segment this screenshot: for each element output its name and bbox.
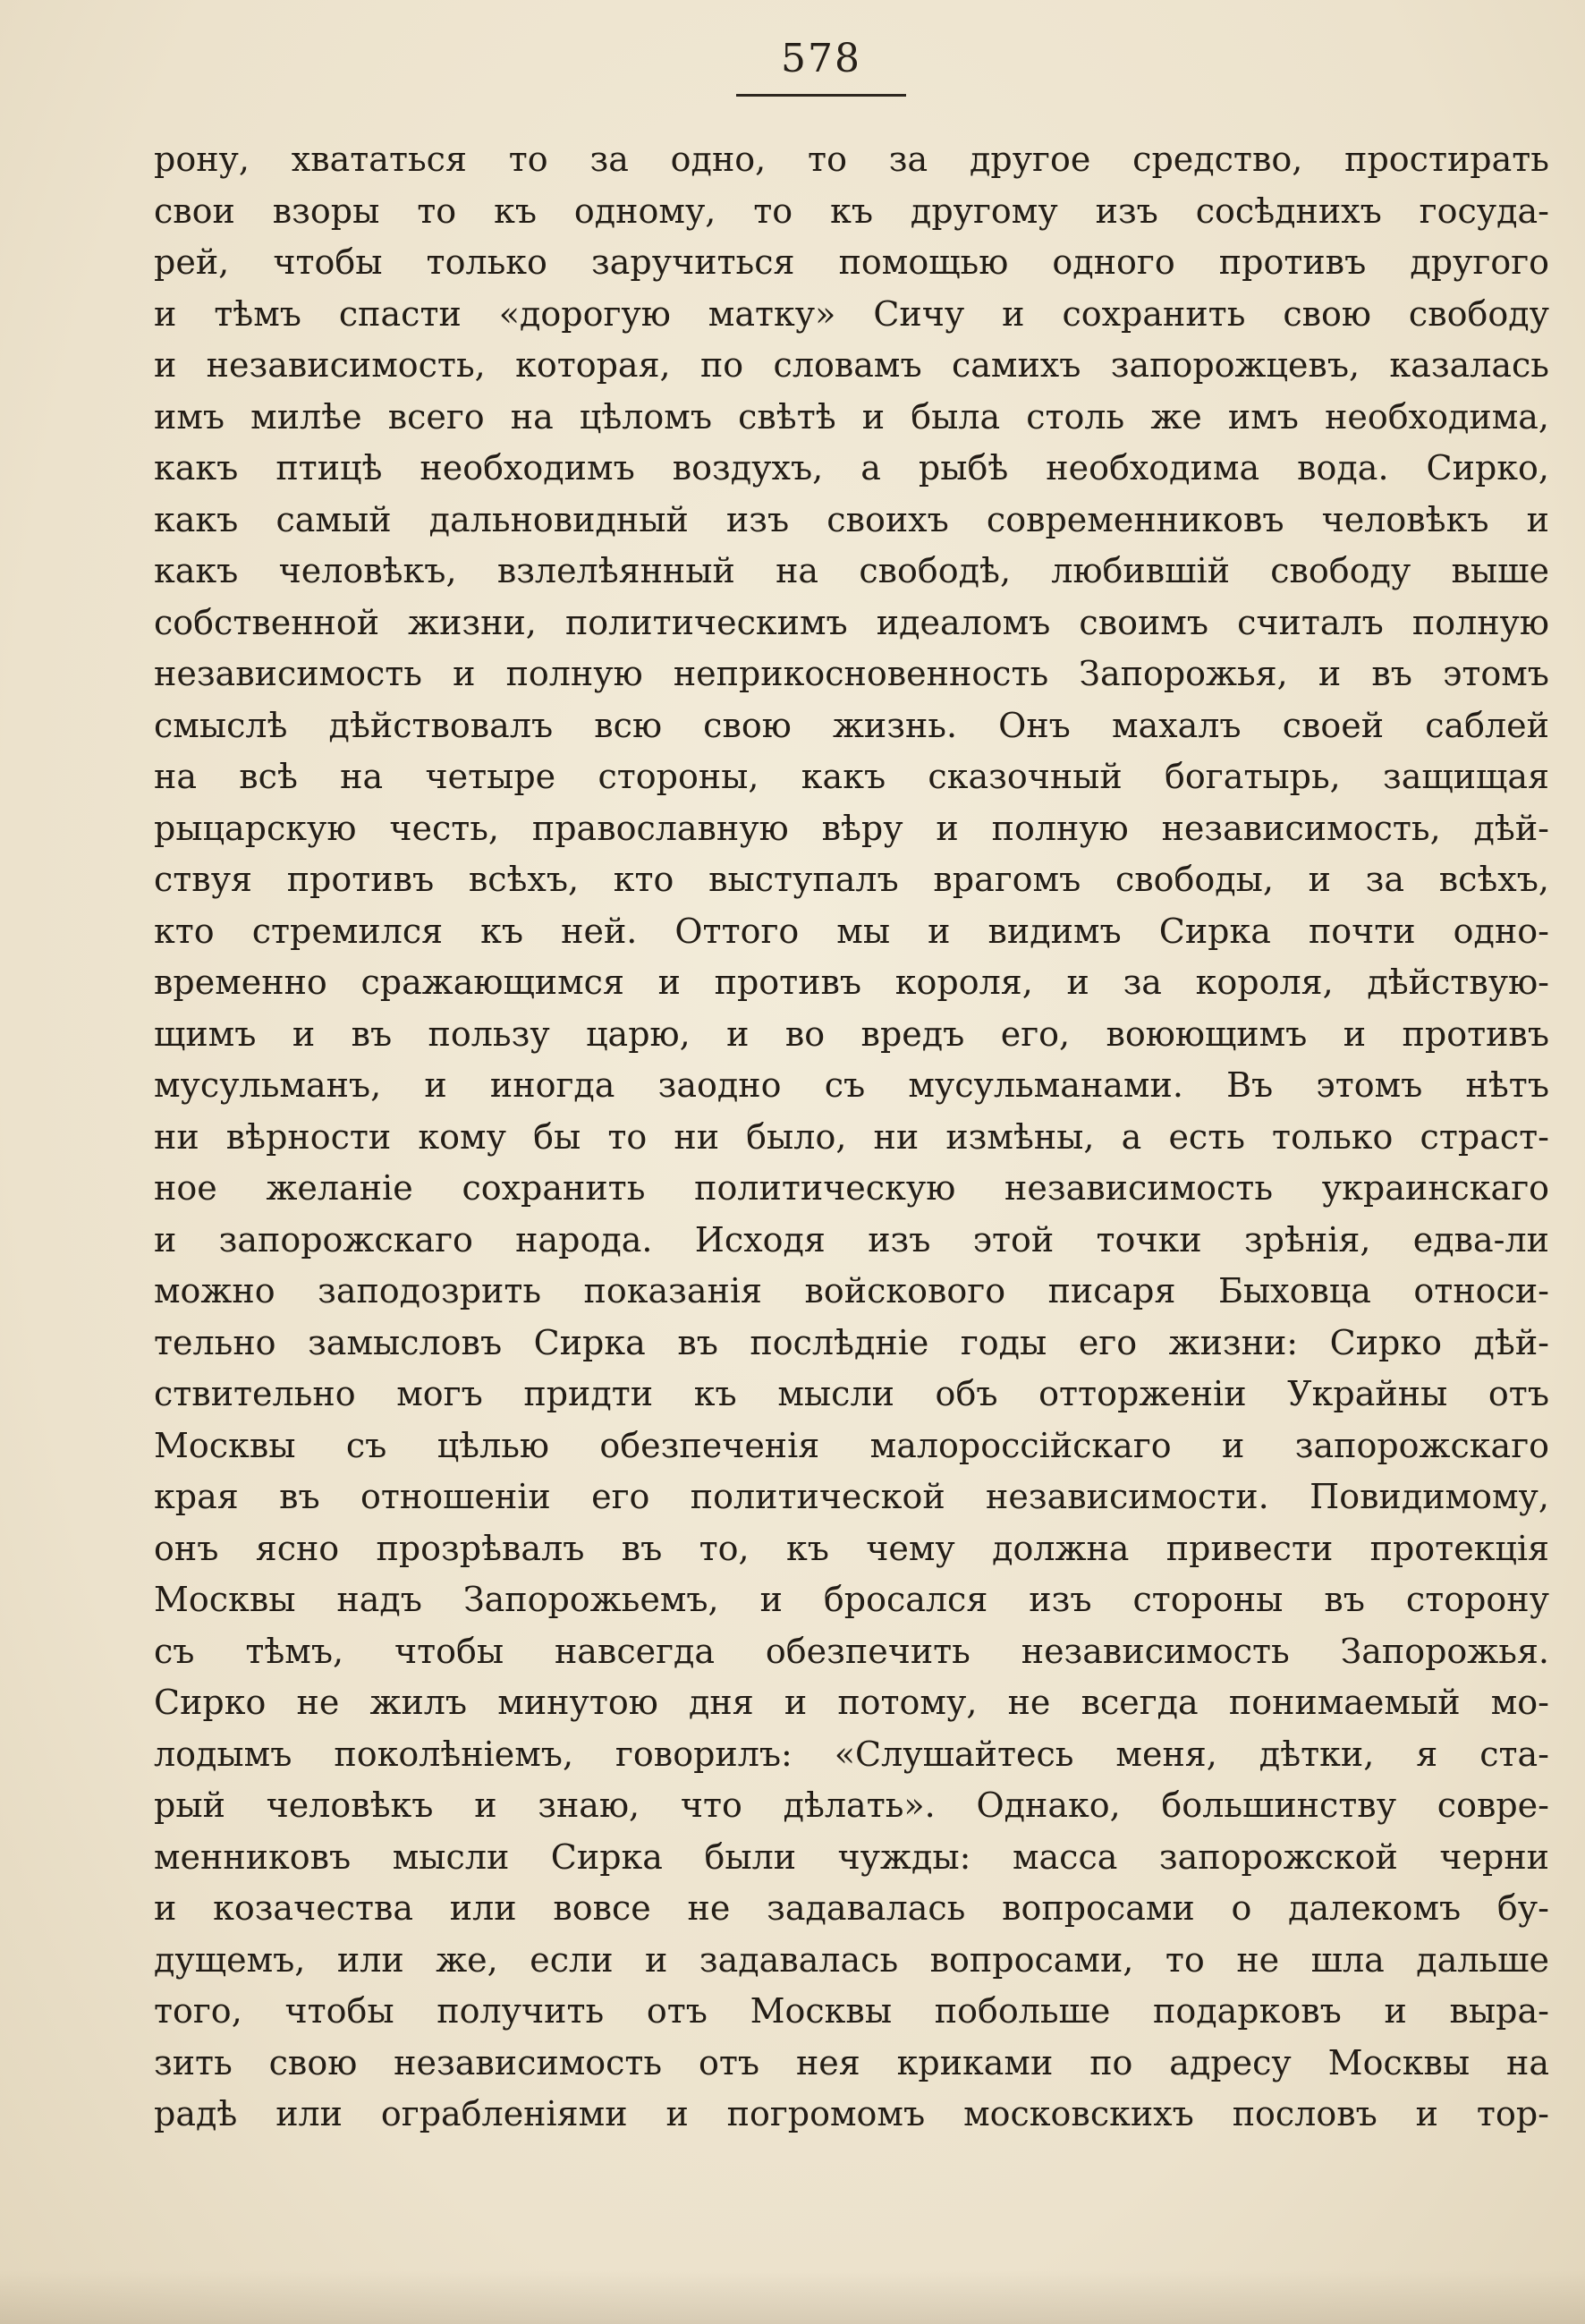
text-line: независимость и полную неприкосновенность Запорожья, и въ этомъ xyxy=(154,654,1549,693)
text-line: мусульманъ, и иногда заодно съ мусульманами. Въ этомъ нѣтъ xyxy=(154,1065,1549,1105)
text-line: рону, хвататься то за одно, то за другое средство, простирать xyxy=(154,140,1549,179)
text-line: дущемъ, или же, если и задавалась вопросами, то не шла дальше xyxy=(154,1939,1549,1980)
text-line: Москвы съ цѣлью обезпеченія малороссійскаго и запорожскаго xyxy=(154,1425,1549,1465)
text-line: съ тѣмъ, чтобы навсегда обезпечить независимость Запорожья. xyxy=(154,1631,1549,1671)
body-text xyxy=(154,134,1549,2141)
text-line: края въ отношеніи его политической независимости. Повидимому, xyxy=(154,1477,1549,1516)
text-line: Сирко не жилъ минутою дня и потому, не всегда понимаемый мо- xyxy=(154,1683,1549,1722)
text-line: тельно замысловъ Сирка въ послѣдніе годы его жизни: Сирко дѣй- xyxy=(154,1322,1549,1362)
text-line: на всѣ на четыре стороны, какъ сказочный богатырь, защищая xyxy=(154,757,1549,796)
text-line: менниковъ мысли Сирка были чужды: масса запорожской черни xyxy=(154,1836,1549,1877)
text-line: онъ ясно прозрѣвалъ въ то, къ чему должна привести протекція xyxy=(154,1528,1549,1568)
text-line: радѣ или ограбленіями и погромомъ московскихъ пословъ и тор- xyxy=(154,2094,1549,2133)
text-line: можно заподозрить показанія войскового писаря Быховца относи- xyxy=(154,1271,1549,1310)
text-line: щимъ и въ пользу царю, и во вредъ его, воюющимъ и противъ xyxy=(154,1014,1549,1054)
text-line: Москвы надъ Запорожьемъ, и бросался изъ стороны въ сторону xyxy=(154,1580,1549,1619)
text-line: и тѣмъ спасти «дорогую матку» Сичу и сохранить свою свободу xyxy=(154,293,1549,334)
page-header xyxy=(0,36,1585,97)
text-line: ствуя противъ всѣхъ, кто выступалъ врагомъ свободы, и за всѣхъ, xyxy=(154,860,1549,899)
text-line: имъ милѣе всего на цѣломъ свѣтѣ и была столь же имъ необходима, xyxy=(154,396,1549,437)
text-line: кто стремился къ ней. Оттого мы и видимъ Сирка почти одно- xyxy=(154,911,1549,951)
text-line: и запорожскаго народа. Исходя изъ этой точки зрѣнія, едва-ли xyxy=(154,1219,1549,1260)
text-line: ни вѣрности кому бы то ни было, ни измѣны, а есть только страст- xyxy=(154,1116,1549,1157)
text-line: зить свою независимость отъ нея криками по адресу Москвы на xyxy=(154,2042,1549,2082)
text-line: ное желаніе сохранить политическую независимость украинскаго xyxy=(154,1168,1549,1208)
text-line: рый человѣкъ и знаю, что дѣлать». Однако, большинству совре- xyxy=(154,1785,1549,1825)
text-line: ствительно могъ придти къ мысли объ отторженіи Украйны отъ xyxy=(154,1374,1549,1413)
text-line: какъ самый дальновидный изъ своихъ современниковъ человѣкъ и xyxy=(154,499,1549,539)
text-line: свои взоры то къ одному, то къ другому изъ сосѣднихъ госуда- xyxy=(154,191,1549,231)
page-edge-shadow xyxy=(0,2270,1585,2324)
text-line: рей, чтобы только заручиться помощью одного противъ другого xyxy=(154,242,1549,282)
text-line: и независимость, которая, по словамъ самихъ запорожцевъ, казалась xyxy=(154,345,1549,385)
text-line: какъ человѣкъ, взлелѣянный на свободѣ, любившій свободу выше xyxy=(154,551,1549,590)
text-line: собственной жизни, политическимъ идеаломъ своимъ считалъ полную xyxy=(154,602,1549,642)
text-line: и козачества или вовсе не задавалась вопросами о далекомъ бу- xyxy=(154,1888,1549,1928)
text-line: смыслѣ дѣйствовалъ всю свою жизнь. Онъ махалъ своей саблей xyxy=(154,705,1549,745)
text-line: лодымъ поколѣніемъ, говорилъ: «Слушайтесь меня, дѣтки, я ста- xyxy=(154,1734,1549,1774)
text-line: рыцарскую честь, православную вѣру и полную независимость, дѣй- xyxy=(154,808,1549,848)
page-number: 578 xyxy=(736,36,906,97)
text-line: того, чтобы получить отъ Москвы побольше подарковъ и выра- xyxy=(154,1991,1549,2031)
text-line: временно сражающимся и противъ короля, и за короля, дѣйствую- xyxy=(154,963,1549,1002)
text-line: какъ птицѣ необходимъ воздухъ, а рыбѣ необходима вода. Сирко, xyxy=(154,448,1549,488)
